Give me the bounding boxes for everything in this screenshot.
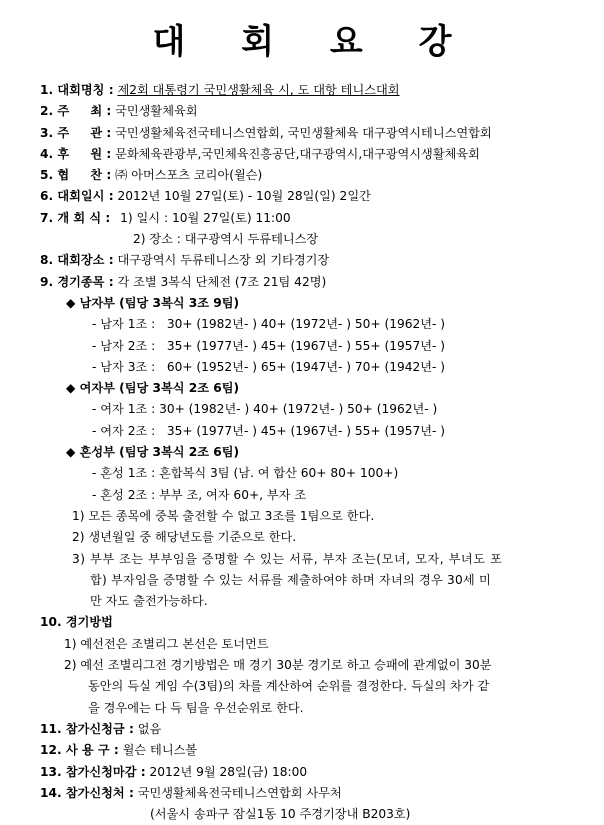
item-organizer [40, 123, 580, 144]
item-entry-fee [40, 719, 580, 740]
item-value: 각 조별 3복식 단체전 (7조 21팀 42명) [117, 274, 327, 289]
item-label: 3. 주 관 : [40, 125, 112, 140]
mixed-group-1: - 혼성 1조 : 혼합복식 3팀 (남. 여 합산 60+ 80+ 100+) [92, 466, 399, 481]
item-label: 5. 협 찬 : [40, 168, 112, 183]
item-venue [40, 250, 580, 271]
item-ball [40, 740, 580, 761]
item-opening-place [40, 229, 580, 250]
note-3-line-1: 3) 부부 조는 부부임을 증명할 수 있는 서류, 부자 조는(모녀, 모자, 부녀도 포 [72, 551, 503, 566]
men-group-2: - 남자 2조 : 35+ (1977년- ) 45+ (1967년- ) 55+ (1957년- ) [92, 338, 446, 353]
document-body [40, 80, 580, 825]
document-title: 대 회 요 강 [152, 22, 474, 62]
item-label: 2. 주 최 : [40, 104, 112, 119]
note-3-line-3: 만 자도 출전가능하다. [90, 594, 208, 609]
item-value: 국민생활체육회 [115, 104, 198, 119]
mixed-division-heading: ◆ 혼성부 (팀당 3복식 2조 6팀) [66, 445, 240, 460]
method-2-line-3: 을 경우에는 다 득 팀을 우선순위로 한다. [88, 700, 304, 715]
item-event-name [40, 80, 580, 101]
item-host [40, 101, 580, 122]
women-division-heading: ◆ 여자부 (팀당 3복식 2조 6팀) [66, 381, 240, 396]
item-value: 국민생활체육전국테니스연합회, 국민생활체육 대구광역시테니스연합회 [115, 125, 492, 140]
item-label: 12. 사 용 구 : [40, 743, 119, 758]
item-label: 14. 참가신청처 : [40, 785, 134, 800]
note-2: 2) 생년월일 중 해당년도를 기준으로 한다. [72, 530, 297, 545]
item-deadline [40, 762, 580, 783]
item-match-method: 10. 경기방법 [40, 615, 113, 630]
method-1: 1) 예선전은 조별리그 본선은 토너먼트 [64, 636, 269, 651]
method-2-line-1: 2) 예선 조별리그전 경기방법은 매 경기 30분 경기로 하고 승패에 관계없이 30분 [64, 658, 492, 673]
item-opening [40, 208, 580, 229]
item-value: ㈜ 아머스포츠 코리아(윌슨) [115, 168, 263, 183]
men-group-3: - 남자 3조 : 60+ (1952년- ) 65+ (1947년- ) 70+ (1942년- ) [92, 359, 446, 374]
note-3-line-2: 합) 부자임을 증명할 수 있는 서류를 제출하여야 하며 자녀의 경우 30세 미 [90, 572, 491, 587]
item-label: 13. 참가신청마감 : [40, 764, 146, 779]
item-label: 4. 후 원 : [40, 146, 112, 161]
application-address: (서울시 송파구 잠실1동 10 주경기장내 B203호) [150, 807, 411, 822]
item-value: 대구광역시 두류테니스장 외 기타경기장 [117, 253, 330, 268]
item-value: 2012년 9월 28일(금) 18:00 [149, 764, 308, 779]
item-dates [40, 186, 580, 207]
item-value: 없음 [137, 721, 162, 736]
item-label: 8. 대회장소 : [40, 253, 114, 268]
item-cosponsor [40, 165, 580, 186]
item-value: 윌슨 테니스볼 [122, 743, 198, 758]
item-value: 국민생활체육전국테니스연합회 사무처 [137, 785, 342, 800]
item-label: 6. 대회일시 : [40, 189, 114, 204]
men-group-1: - 남자 1조 : 30+ (1982년- ) 40+ (1972년- ) 50+ (1962년- ) [92, 317, 446, 332]
item-events [40, 272, 580, 293]
item-value: 1) 일시 : 10월 27일(토) 11:00 [120, 210, 291, 225]
women-group-1: - 여자 1조 : 30+ (1982년- ) 40+ (1972년- ) 50+ (1962년- ) [92, 402, 438, 417]
note-1: 1) 모든 종목에 중복 출전할 수 없고 3조를 1팀으로 한다. [72, 508, 375, 523]
item-value: 제2회 대통령기 국민생활체육 시, 도 대항 테니스대회 [117, 83, 400, 97]
men-division-heading: ◆ 남자부 (팀당 3복식 3조 9팀) [66, 295, 240, 310]
item-value: 문화체육관광부,국민체육진흥공단,대구광역시,대구광역시생활체육회 [115, 146, 480, 161]
mixed-group-2: - 혼성 2조 : 부부 조, 여자 60+, 부자 조 [92, 487, 307, 502]
method-2-line-2: 동안의 득실 게임 수(3팀)의 차를 계산하여 순위를 결정한다. 득실의 차가 같 [88, 679, 490, 694]
item-value: 2) 장소 : 대구광역시 두류테니스장 [133, 232, 319, 247]
item-label: 7. 개 회 식 : [40, 210, 111, 225]
item-value: 2012년 10월 27일(토) - 10월 28일(일) 2일간 [117, 189, 371, 204]
item-sponsor [40, 144, 580, 165]
item-application-office [40, 783, 580, 804]
women-group-2: - 여자 2조 : 35+ (1977년- ) 45+ (1967년- ) 55+ (1957년- ) [92, 423, 446, 438]
item-label: 11. 참가신청금 : [40, 721, 134, 736]
item-label: 9. 경기종목 : [40, 274, 114, 289]
item-label: 1. 대회명칭 : [40, 83, 114, 97]
